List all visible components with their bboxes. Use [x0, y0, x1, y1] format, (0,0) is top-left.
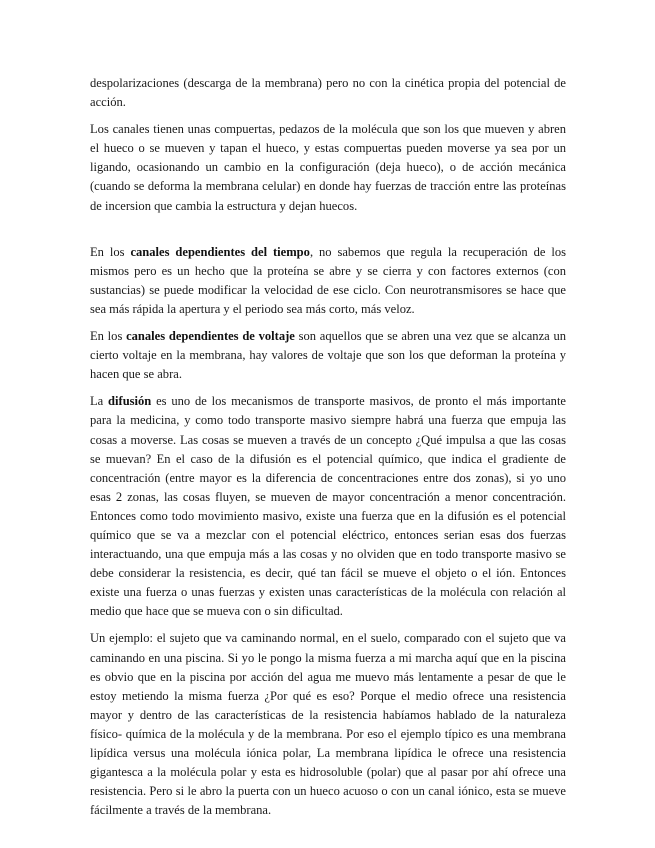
paragraph-text: La — [90, 394, 109, 409]
paragraph-text: es uno de los mecanismos de transporte masivos, de pronto el más importante para la medicina, y como todo transporte masivo siempre habrá una fuerza que empuja las cosas a moverse. Las cosas se mueven a través de un concepto ¿Qué impulsa a que las cosas se muevan? En el caso de la difusión es el potencial químico, que indica el gradiente de concentración (entre mayor es la diferencia de concentraciones entre dos zonas), si yo uno esas 2 zonas, las cosas fluyen, se mueven de mayor concentración a menor concentración. Entonces como todo movimiento masivo, existe una fuerza que en la difusión es el potencial químico que se va a mezclar con el potencial eléctrico, entonces serian esas dos fuerzas interactuando, una que empuja más a las cosas y no olviden que en todo transporte masivo se debe considerar la resistencia, es decir, qué tan fácil se mueve el objeto o el ión. Entonces existe una fuerza o unas fuerzas y existen unas características de la molécula con relación al medio que hace que se mueva con o sin dificultad. — [90, 394, 566, 619]
paragraph-text: despolarizaciones (descarga de la membrana) pero no con la cinética propia del potencial de acción. — [90, 76, 566, 110]
paragraph-channel-gates — [90, 120, 566, 215]
paragraph-text: Un ejemplo: el sujeto que va caminando normal, en el suelo, comparado con el sujeto que va caminando en una piscina. Si yo le pongo la misma fuerza a mi marcha aquí que en la piscina es obvio que en la piscina por acción del agua me muevo más lentamente a pesar de que le estoy metiendo la misma fuerza ¿Por qué es eso? Porque el medio ofrece una resistencia mayor y dentro de las características de la resistencia habíamos hablado de la naturaleza físico- química de la molécula y de la membrana. Por eso el ejemplo típico es una membrana lipídica versus una molécula iónica polar, La membrana lipídica le ofrece una resistencia gigantesca a la molécula polar y esta es hidrosoluble (polar) que al pasar por ahí ofrece una resistencia. Pero si le abro la puerta con un hueco acuoso o con un canal iónico, esta se mueve fácilmente a través de la membrana. — [90, 631, 566, 818]
paragraph-text: Los canales tienen unas compuertas, pedazos de la molécula que son los que mueven y abren el hueco o se mueven y tapan el hueco, y estas compuertas pueden moverse ya sea por un ligando, ocasionando un cambio en la configuración (deja hueco), o de acción mecánica (cuando se deforma la membrana celular) en donde hay fuerzas de tracción entre las proteínas de incersion que cambia la estructura y dejan huecos. — [90, 122, 566, 213]
paragraph-text: En los — [90, 329, 127, 344]
paragraph-diffusion — [90, 392, 566, 621]
paragraph-text: son aquellos que se abren una vez que se alcanza un cierto voltaje en la membrana, hay valores de voltaje que son los que deforman la proteína y hacen que se abra. — [90, 329, 567, 382]
paragraph-example — [90, 629, 566, 820]
bold-term: difusión — [108, 394, 152, 409]
bold-term: canales dependientes de voltaje — [126, 329, 295, 344]
paragraph-text: En los — [90, 244, 131, 259]
paragraph-time-dependent-channels — [90, 243, 566, 319]
paragraph-depolarization — [90, 74, 566, 112]
paragraph-voltage-dependent-channels — [90, 327, 566, 384]
bold-term: canales dependientes del tiempo — [130, 244, 310, 259]
paragraph-text: , no sabemos que regula la recuperación de los mismos pero es un hecho que la proteína se abre y se cierra y con factores externos (con sustancias) se puede modificar la velocidad de ese ciclo. Con neurotransmisores se hace que sea más rápida la apertura y el periodo sea más corto, más veloz. — [90, 244, 567, 316]
document-page — [90, 74, 566, 820]
